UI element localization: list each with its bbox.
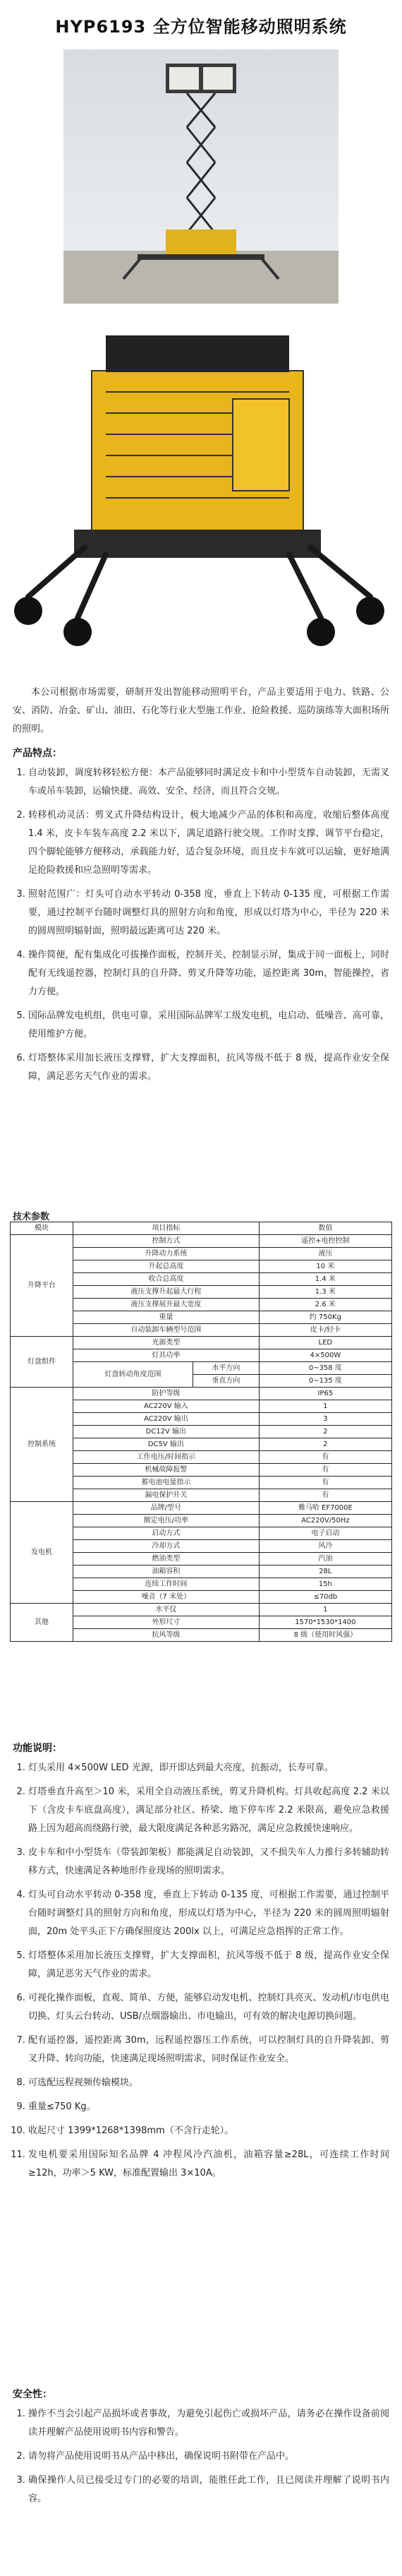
spec-item-cell: 升起总高度 [73, 1260, 260, 1273]
spec-value-cell: 2 [259, 1438, 391, 1451]
spec-value-cell: 15h [259, 1578, 391, 1591]
spec-item-cell: 水平仪 [73, 1604, 260, 1616]
spec-group-cell: 发电机 [11, 1502, 73, 1604]
spec-header-cell: 项目指标 [73, 1222, 260, 1235]
table-row [11, 1502, 392, 1515]
list-item: 4. 灯头可自动水平转动 0-358 度，垂直上下转动 0-135 度，可根据工作需要，通过控制平台随时调整灯具的照射方向和角度，形成以灯塔为中心，半径为 220 米的圆周照明辐射面，20m 处平头正下方确保照度达 200lx 以上，可满足应急指挥的正常工作。 [28, 1886, 389, 1941]
spec-value-cell: AC220V/50Hz [259, 1515, 391, 1527]
list-item: 5. 国际品牌发电机组，供电可靠，采用国际品牌军工级发电机，电启动、低噪音、高可靠，使用维护方便。 [28, 1007, 389, 1044]
table-row [11, 1337, 392, 1349]
spec-item-cell: 液压支撑展开最大宽度 [73, 1299, 260, 1311]
table-row [11, 1388, 392, 1400]
spec-item-cell: 光源类型 [73, 1337, 260, 1349]
spec-item-cell: 收合总高度 [73, 1273, 260, 1286]
spec-item-cell: 工作电压/时间指示 [73, 1451, 260, 1464]
spec-item-cell: DC12V 输出 [73, 1426, 260, 1438]
list-item: 7. 配有遥控器，遥控距离 30m，远程遥控器压工作系统，可以控制灯具的自升降装卸、剪叉升降、转向功能，快速满足现场照明需求，同时保证作业安全。 [28, 2032, 389, 2068]
spec-item-cell: 额定电压/功率 [73, 1515, 260, 1527]
spec-header-row [11, 1222, 392, 1235]
spec-value-cell: 1 [259, 1400, 391, 1413]
spec-item-cell: 噪音（7 米处） [73, 1591, 260, 1604]
spec-value-cell: 28L [259, 1566, 391, 1578]
spec-item-cell: 灯具功率 [73, 1349, 260, 1362]
spec-item-cell: 品牌/型号 [73, 1502, 260, 1515]
spec-header-cell: 数值 [259, 1222, 391, 1235]
spec-value-cell: 约 750Kg [259, 1311, 391, 1324]
spec-value-cell: 10 米 [259, 1260, 391, 1273]
spec-item-cell: 外形尺寸 [73, 1616, 260, 1629]
spec-value-cell: 0~358 度 [259, 1362, 391, 1375]
spec-value-cell: 8 级（使用时风强） [259, 1629, 391, 1642]
list-item: 3. 确保操作人员已接受过专门的必要的培训，能胜任此工作，且已阅读并理解了说明书内容。 [28, 2471, 389, 2508]
spec-value-cell: 2.6 米 [259, 1299, 391, 1311]
spec-item-cell: 抗风等级 [73, 1629, 260, 1642]
list-item: 2. 转移机动灵活：剪叉式升降结构设计，极大地减少产品的体积和高度，收缩后整体高度 1.4 米，皮卡车装车高度 2.2 米以下，满足道路行驶交规。工作时支撑、调节平台稳定，四个脚轮能够方便移动，承载能力好，适合复杂环境，而且皮卡车就可以运输，更好地满足抢险救援和应急照明等需求。 [28, 806, 389, 880]
functions-list [13, 1759, 389, 2183]
list-item: 6. 可视化操作面板，直观、简单、方便，能够启动发电机、控制灯具亮灭、发动机/市电供电切换、灯头云台转动、USB/点烟器输出、市电输出，可有效的解决电源切换问题。 [28, 1989, 389, 2026]
spec-value-cell: 风冷 [259, 1540, 391, 1553]
table-row [11, 1235, 392, 1248]
spec-subitem-cell: 水平方向 [193, 1362, 260, 1375]
list-item: 4. 操作简便，配有集成化可拔操作面板，控制开关、控制显示屏，集成于同一面板上，同时配有无线遥控器，控制灯具的自升降、剪叉升降等功能，遥控距离 30m，智能操控，省力方便。 [28, 946, 389, 1001]
list-item: 8. 可选配远程视频传输模块。 [28, 2074, 389, 2092]
spec-value-cell: 3 [259, 1413, 391, 1426]
spec-item-cell: 连续工作时间 [73, 1578, 260, 1591]
spec-item-cell: 蓄电池电量指示 [73, 1477, 260, 1489]
spec-group-cell: 灯盘组件 [11, 1337, 73, 1388]
spec-value-cell: 1570*1530*1400 [259, 1616, 391, 1629]
list-item: 5. 灯塔整体采用加长液压支撑臂，扩大支撑面积，抗风等级不低于 8 级，提高作业安全保障，满足恶劣天气作业的需求。 [28, 1947, 389, 1984]
list-item: 2. 灯塔垂直升高至＞10 米，采用全自动液压系统，剪叉升降机构。灯具收起高度 2.2 米以下（含皮卡车底盘高度），满足部分社区、桥梁、地下停车库 2.2 米限高，避免应急救援路上因为超高而绕路行驶，最大限度满足各种恶劣路况，满足应急救援快速响应。 [28, 1783, 389, 1838]
spec-item-cell: 液压支撑升起最大行程 [73, 1286, 260, 1299]
spec-item-cell: 机械故障报警 [73, 1464, 260, 1477]
spec-item-cell: 自动装卸车辆型号范围 [73, 1324, 260, 1337]
spec-item-cell: 燃油类型 [73, 1553, 260, 1566]
spec-heading: 技术参数 [13, 1212, 50, 1222]
spec-table [10, 1222, 392, 1642]
spec-group-cell: 升降平台 [11, 1235, 73, 1337]
functions-heading: 功能说明： [13, 1743, 62, 1754]
spec-value-cell: 液压 [259, 1248, 391, 1260]
spec-value-cell: 有 [259, 1477, 391, 1489]
spec-item-cell: 重量 [73, 1311, 260, 1324]
list-item: 9. 重量≤750 Kg。 [28, 2098, 389, 2116]
spec-value-cell: LED [259, 1337, 391, 1349]
spec-item-cell: 漏电保护开关 [73, 1489, 260, 1502]
spec-value-cell: 4×500W [259, 1349, 391, 1362]
spec-value-cell: IP65 [259, 1388, 391, 1400]
list-item: 1. 自动装卸，调度转移轻松方便：本产品能够同时满足皮卡和中小型货车自动装卸，无需叉车或吊车装卸，运输快捷、高效、安全、经济，而且符合交规。 [28, 764, 389, 801]
intro-paragraph: 本公司根据市场需要，研制开发出智能移动照明平台，产品主要适用于电力、铁路、公安、消防、冶金、矿山、油田、石化等行业大型施工作业、抢险救援、巡防演练等大面积场所的照明。 [13, 687, 389, 734]
safety-heading: 安全性： [13, 2389, 52, 2400]
spec-value-cell: 汽油 [259, 1553, 391, 1566]
page-title: HYP6193 全方位智能移动照明系统 [55, 17, 347, 37]
list-item: 10. 收起尺寸 1399*1268*1398mm（不含行走轮）。 [28, 2122, 389, 2140]
spec-item-cell: DC5V 输出 [73, 1438, 260, 1451]
spec-item-cell: 启动方式 [73, 1527, 260, 1540]
spec-subitem-cell: 垂直方向 [193, 1375, 260, 1388]
spec-value-cell: 1.3 米 [259, 1286, 391, 1299]
list-item: 3. 照射范围广：灯头可自动水平转动 0-358 度，垂直上下转动 0-135 度，可根据工作需要，通过控制平台随时调整灯具的照射方向和角度，形成以灯塔为中心，半径为 220 米的圆周照明辐射面，照明最远距离可达 220 米。 [28, 886, 389, 941]
spec-item-cell: 升降动力系统 [73, 1248, 260, 1260]
spec-value-cell: 2 [259, 1426, 391, 1438]
spec-value-cell: 0~135 度 [259, 1375, 391, 1388]
spec-item-cell: 油箱容积 [73, 1566, 260, 1578]
functions-section [13, 1734, 389, 2188]
spec-group-cell: 控制系统 [11, 1388, 73, 1502]
table-row [11, 1604, 392, 1616]
spec-group-cell: 其他 [11, 1604, 73, 1642]
list-item: 3. 皮卡车和中小型货车（带装卸架板）都能满足自动装卸，又不损失车人力推行多转辅助转移方式，快速满足各种地形作业现场的照明需求。 [28, 1844, 389, 1880]
list-item: 1. 操作不当会引起产品损坏或者事故，为避免引起伤亡或损坏产品，请务必在操作设备前阅读并理解产品使用说明书内容和警告。 [28, 2405, 389, 2442]
list-item: 11. 发电机要采用国际知名品牌 4 冲程风冷汽油机，油箱容量≥28L，可连续工作时间≥12h，功率＞5 KW，标准配置输出 3×10A。 [28, 2146, 389, 2183]
list-item: 2. 请勿将产品使用说明书从产品中移出，确保说明书附带在产品中。 [28, 2447, 389, 2466]
safety-list [13, 2405, 389, 2508]
intro-section [13, 684, 389, 1092]
spec-value-cell: 有 [259, 1489, 391, 1502]
spec-value-cell: 雅马哈 EF7000E [259, 1502, 391, 1515]
safety-section [13, 2380, 389, 2514]
spec-value-cell: 皮卡/轻卡 [259, 1324, 391, 1337]
lighting-tower-raised-photo [0, 49, 402, 304]
spec-value-cell: 遥控+电控控制 [259, 1235, 391, 1248]
features-list [13, 764, 389, 1086]
features-heading: 产品特点： [13, 748, 62, 759]
spec-value-cell: 1 [259, 1604, 391, 1616]
spec-item-cell: AC220V 输入 [73, 1400, 260, 1413]
spec-value-cell: ≤70db [259, 1591, 391, 1604]
spec-item-cell: AC220V 输出 [73, 1413, 260, 1426]
spec-item-cell: 冷却方式 [73, 1540, 260, 1553]
spec-header-cell: 模块 [11, 1222, 73, 1235]
list-item: 1. 灯头采用 4×500W LED 光源，即开即达到最大亮度，抗振动，长寿可靠。 [28, 1759, 389, 1777]
spec-value-cell: 有 [259, 1464, 391, 1477]
spec-item-cell: 防护等级 [73, 1388, 260, 1400]
list-item: 6. 灯塔整体采用加长液压支撑臂，扩大支撑面积，抗风等级不低于 8 级，提高作业安全保障，满足恶劣天气作业的需求。 [28, 1049, 389, 1086]
spec-value-cell: 有 [259, 1451, 391, 1464]
lighting-tower-collapsed-photo [0, 314, 402, 671]
spec-value-cell: 1.4 米 [259, 1273, 391, 1286]
spec-item-cell: 控制方式 [73, 1235, 260, 1248]
spec-item-cell: 灯盘转动角度范围 [73, 1362, 193, 1388]
spec-value-cell: 电子启动 [259, 1527, 391, 1540]
